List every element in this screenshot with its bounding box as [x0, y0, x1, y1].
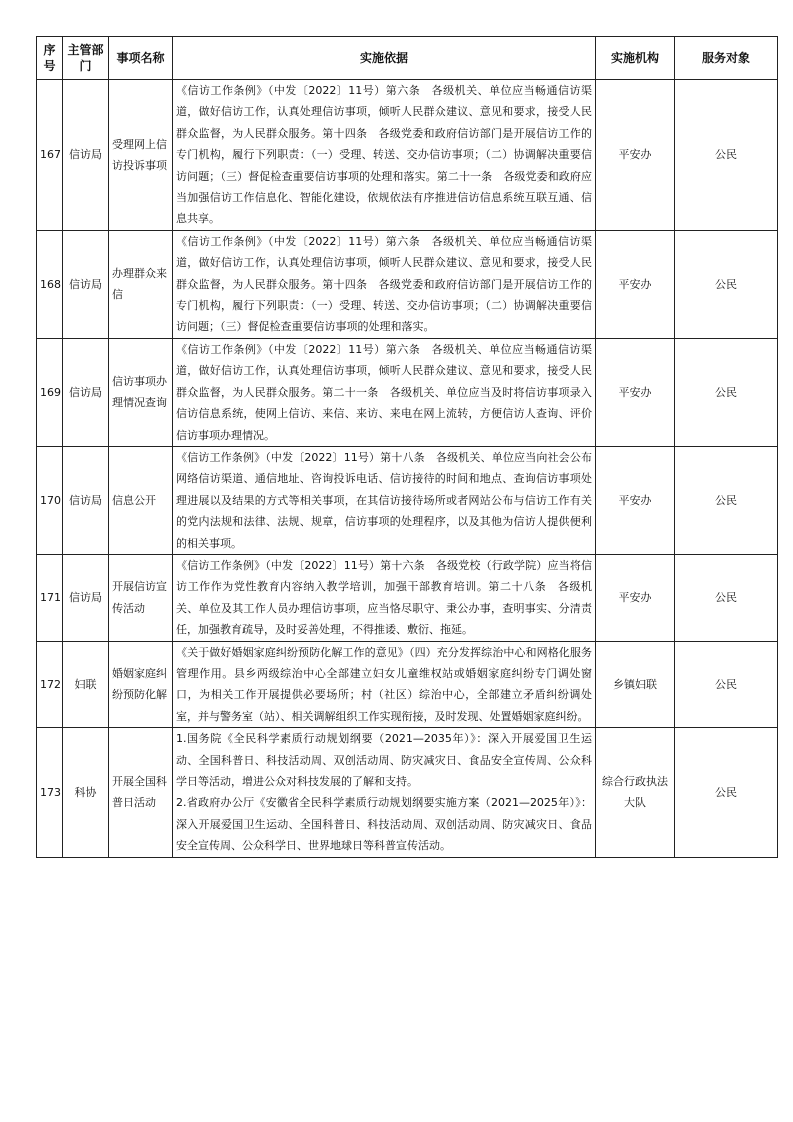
row-target: 公民 — [675, 554, 778, 641]
row-dept: 信访局 — [63, 338, 109, 446]
table-row — [37, 641, 778, 728]
table-row — [37, 554, 778, 641]
row-target: 公民 — [675, 338, 778, 446]
row-item-name: 办理群众来信 — [109, 230, 173, 338]
row-target: 公民 — [675, 446, 778, 554]
basis-paragraph: 《信访工作条例》（中发〔2022〕11号）第六条 各级机关、单位应当畅通信访渠道，做好信访工作，认真处理信访事项，倾听人民群众建议、意见和要求，接受人民群众监督，为人民群众服务。第二十一条 各级机关、单位应当及时将信访事项录入信访信息系统，使网上信访、来信、来访、来电在网上流转，方便信访人查询、评价信访事项办理情况。 — [176, 342, 592, 442]
row-seq: 172 — [37, 641, 63, 728]
header-target: 服务对象 — [675, 37, 778, 80]
basis-paragraph: 2.省政府办公厅《安徽省全民科学素质行动规划纲要实施方案（2021—2025年）》：深入开展爱国卫生运动、全国科普日、科技活动周、双创活动周、防灾减灾日、食品安全宣传周、公众科学日、世界地球日等科普宣传活动。 — [176, 796, 592, 853]
row-target: 公民 — [675, 80, 778, 231]
row-item-name: 开展全国科普日活动 — [109, 728, 173, 857]
row-basis — [173, 446, 596, 554]
row-target: 公民 — [675, 641, 778, 728]
row-agency: 平安办 — [596, 80, 675, 231]
row-agency: 平安办 — [596, 446, 675, 554]
row-dept: 信访局 — [63, 554, 109, 641]
row-basis — [173, 554, 596, 641]
row-dept: 信访局 — [63, 446, 109, 554]
row-dept: 信访局 — [63, 80, 109, 231]
row-item-name: 受理网上信访投诉事项 — [109, 80, 173, 231]
row-item-name: 婚姻家庭纠纷预防化解 — [109, 641, 173, 728]
row-seq: 167 — [37, 80, 63, 231]
row-agency: 平安办 — [596, 554, 675, 641]
table-row — [37, 728, 778, 857]
row-dept: 信访局 — [63, 230, 109, 338]
row-basis — [173, 641, 596, 728]
row-basis — [173, 80, 596, 231]
table-row — [37, 338, 778, 446]
row-dept: 科协 — [63, 728, 109, 857]
row-seq: 170 — [37, 446, 63, 554]
row-basis — [173, 338, 596, 446]
basis-paragraph: 《信访工作条例》（中发〔2022〕11号）第十八条 各级机关、单位应当向社会公布网络信访渠道、通信地址、咨询投诉电话、信访接待的时间和地点、查询信访事项处理进展以及结果的方式等相关事项，在其信访接待场所或者网站公布与信访工作有关的党内法规和法律、法规、规章，信访事项的处理程序，以及其他为信访人提供便利的相关事项。 — [176, 450, 592, 550]
row-seq: 171 — [37, 554, 63, 641]
basis-paragraph: 《信访工作条例》（中发〔2022〕11号）第六条 各级机关、单位应当畅通信访渠道，做好信访工作，认真处理信访事项，倾听人民群众建议、意见和要求，接受人民群众监督，为人民群众服务。第十四条 各级党委和政府信访部门是开展信访工作的专门机构，履行下列职责：（一）受理、转送、交办信访事项；（二）协调解决重要信访问题；（三）督促检查重要信访事项的处理和落实。 — [176, 234, 592, 334]
header-basis: 实施依据 — [173, 37, 596, 80]
header-seq: 序号 — [37, 37, 63, 80]
row-agency: 乡镇妇联 — [596, 641, 675, 728]
row-agency: 平安办 — [596, 230, 675, 338]
row-item-name: 开展信访宣传活动 — [109, 554, 173, 641]
row-item-name: 信息公开 — [109, 446, 173, 554]
table-row — [37, 230, 778, 338]
row-seq: 169 — [37, 338, 63, 446]
row-basis — [173, 728, 596, 857]
row-target: 公民 — [675, 728, 778, 857]
row-target: 公民 — [675, 230, 778, 338]
row-agency: 平安办 — [596, 338, 675, 446]
row-agency: 综合行政执法大队 — [596, 728, 675, 857]
basis-paragraph: 《信访工作条例》（中发〔2022〕11号）第六条 各级机关、单位应当畅通信访渠道，做好信访工作，认真处理信访事项，倾听人民群众建议、意见和要求，接受人民群众监督，为人民群众服务。第十四条 各级党委和政府信访部门是开展信访工作的专门机构，履行下列职责：（一）受理、转送、交办信访事项；（二）协调解决重要信访问题；（三）督促检查重要信访事项的处理和落实。第二十一条 各级党委和政府应当加强信访工作信息化、智能化建设，依规依法有序推进信访信息系统互联互通、信息共享。 — [176, 84, 592, 226]
header-item-name: 事项名称 — [109, 37, 173, 80]
row-dept: 妇联 — [63, 641, 109, 728]
header-dept: 主管部门 — [63, 37, 109, 80]
row-basis — [173, 230, 596, 338]
basis-paragraph: 《信访工作条例》（中发〔2022〕11号）第十六条 各级党校（行政学院）应当将信访工作作为党性教育内容纳入教学培训，加强干部教育培训。第二十八条 各级机关、单位及其工作人员办理信访事项，应当恪尽职守、秉公办事，查明事实、分清责任，加强教育疏导，及时妥善处理，不得推诿、敷衍、拖延。 — [176, 558, 592, 637]
row-seq: 168 — [37, 230, 63, 338]
basis-paragraph: 《关于做好婚姻家庭纠纷预防化解工作的意见》（四）充分发挥综治中心和网格化服务管理作用。县乡两级综治中心全部建立妇女儿童维权站或婚姻家庭纠纷专门调处窗口，为相关工作开展提供必要场所；村（社区）综治中心，全部建立矛盾纠纷调处室，并与警务室（站）、相关调解组织工作实现衔接，及时发现、处置婚姻家庭纠纷。 — [176, 645, 592, 723]
table-header-row — [37, 37, 778, 80]
row-seq: 173 — [37, 728, 63, 857]
table-row — [37, 446, 778, 554]
basis-paragraph: 1.国务院《全民科学素质行动规划纲要（2021—2035年）》：深入开展爱国卫生运动、全国科普日、科技活动周、双创活动周、防灾减灾日、食品安全宣传周、公众科学日等活动，增进公众对科技发展的了解和支持。 — [176, 732, 592, 788]
header-agency: 实施机构 — [596, 37, 675, 80]
policy-table — [36, 36, 778, 858]
table-row — [37, 80, 778, 231]
row-item-name: 信访事项办理情况查询 — [109, 338, 173, 446]
